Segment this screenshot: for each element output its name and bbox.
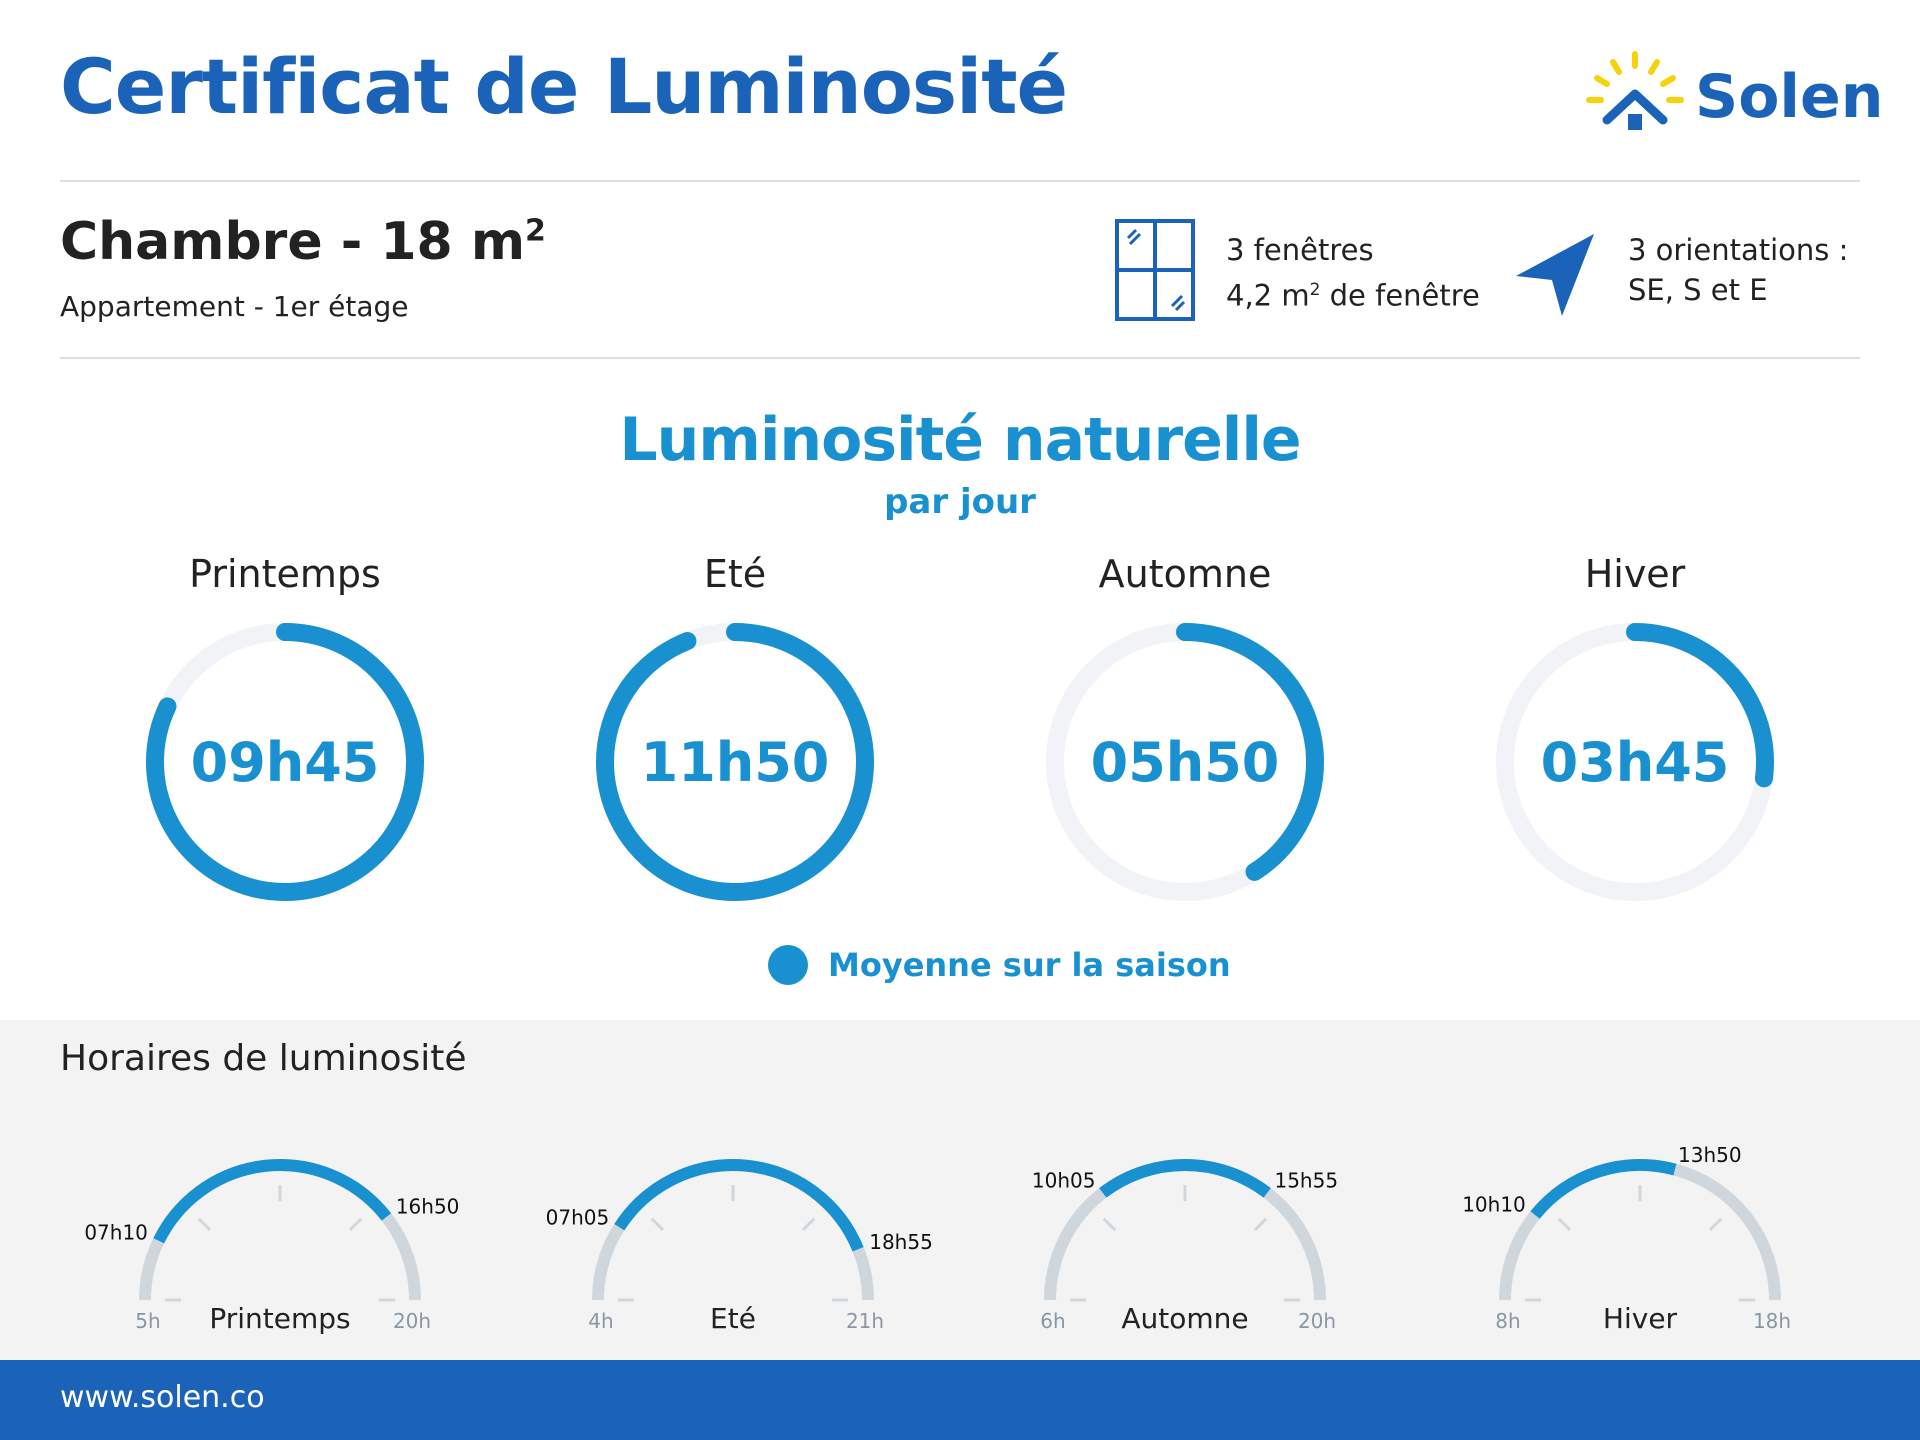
- gauge-end-label: 20h: [392, 1309, 432, 1333]
- gauge-tick: [199, 1219, 210, 1230]
- season-label: Hiver: [1584, 552, 1686, 596]
- gauge-tick: [350, 1219, 361, 1230]
- gauge-tick: [803, 1219, 814, 1230]
- gauge-daylight-arc: [619, 1165, 858, 1249]
- gauge-season-label: Automne: [1121, 1302, 1249, 1335]
- hours-gauge: [1462, 1120, 1800, 1340]
- gauge-season-label: Hiver: [1602, 1302, 1678, 1335]
- gauge-end-label: 21h: [845, 1309, 885, 1333]
- gauge-tick: [1255, 1219, 1266, 1230]
- sunrise-label: 07h05: [545, 1205, 610, 1230]
- gauge-start-label: 6h: [1040, 1309, 1066, 1333]
- windows-area: 4,2 $m^2$ de fenêtre: [1226, 278, 1480, 313]
- divider: [60, 180, 1860, 182]
- legend-label: Moyenne sur la saison: [828, 946, 1231, 984]
- window-icon: [1114, 218, 1196, 322]
- windows-count: 3 fenêtres: [1226, 233, 1374, 267]
- hours-gauge: [84, 1120, 460, 1340]
- season-duration: 05h50: [1090, 730, 1280, 794]
- gauge-tick: [652, 1219, 663, 1230]
- windows-info: [1226, 230, 1480, 316]
- season-ring: [585, 612, 885, 912]
- season-ring: [135, 612, 435, 912]
- section-subtitle: par jour: [884, 482, 1036, 522]
- season-label: Eté: [703, 552, 767, 596]
- legend: [768, 942, 1231, 988]
- season-duration: 09h45: [190, 730, 380, 794]
- solen-logo[interactable]: [1585, 52, 1884, 142]
- sunrise-label: 10h05: [1031, 1168, 1096, 1193]
- footer-link[interactable]: www.solen.co: [60, 1380, 265, 1415]
- divider: [60, 357, 1860, 359]
- gauge-start-label: 8h: [1495, 1309, 1521, 1333]
- page-title: Certificat de Luminosité: [60, 42, 1068, 131]
- room-title: Chambre - 18 $m^2$: [60, 212, 546, 272]
- gauge-tick: [1710, 1219, 1721, 1230]
- compass-arrow-icon: [1512, 230, 1602, 320]
- orientations-info: [1628, 230, 1848, 310]
- gauge-tick: [1559, 1219, 1570, 1230]
- footer: [0, 1360, 1920, 1440]
- season-duration: 11h50: [640, 730, 830, 794]
- sunset-label: 18h55: [869, 1229, 933, 1254]
- gauge-tick: [1104, 1219, 1115, 1230]
- sunrise-label: 07h10: [84, 1220, 148, 1245]
- room-subtitle: Appartement - 1er étage: [60, 290, 409, 323]
- orientations-list: SE, S et E: [1628, 273, 1768, 307]
- gauge-season-label: Eté: [710, 1302, 756, 1335]
- season-duration: 03h45: [1540, 730, 1730, 794]
- orientations-count: 3 orientations :: [1628, 233, 1849, 267]
- hours-gauge: [1025, 1120, 1345, 1340]
- sunset-label: 16h50: [395, 1194, 460, 1219]
- gauge-end-label: 18h: [1752, 1309, 1792, 1333]
- hours-title: Horaires de luminosité: [60, 1038, 467, 1079]
- legend-dot: [768, 945, 808, 985]
- hours-gauge: [545, 1120, 933, 1340]
- season-label: Printemps: [189, 552, 381, 596]
- sun-house-icon: [1585, 52, 1685, 142]
- gauge-season-label: Printemps: [209, 1302, 351, 1335]
- sunrise-label: 10h10: [1462, 1192, 1526, 1217]
- gauge-start-label: 4h: [588, 1309, 614, 1333]
- sunset-label: 13h50: [1678, 1143, 1742, 1168]
- gauge-daylight-arc: [1535, 1165, 1675, 1215]
- season-label: Automne: [1098, 552, 1272, 596]
- logo-text: Solen: [1695, 62, 1884, 132]
- season-ring: [1035, 612, 1335, 912]
- section-title: Luminosité naturelle: [619, 405, 1301, 475]
- sunset-label: 15h55: [1274, 1168, 1339, 1193]
- season-ring: [1485, 612, 1785, 912]
- gauge-end-label: 20h: [1297, 1309, 1337, 1333]
- gauge-start-label: 5h: [135, 1309, 161, 1333]
